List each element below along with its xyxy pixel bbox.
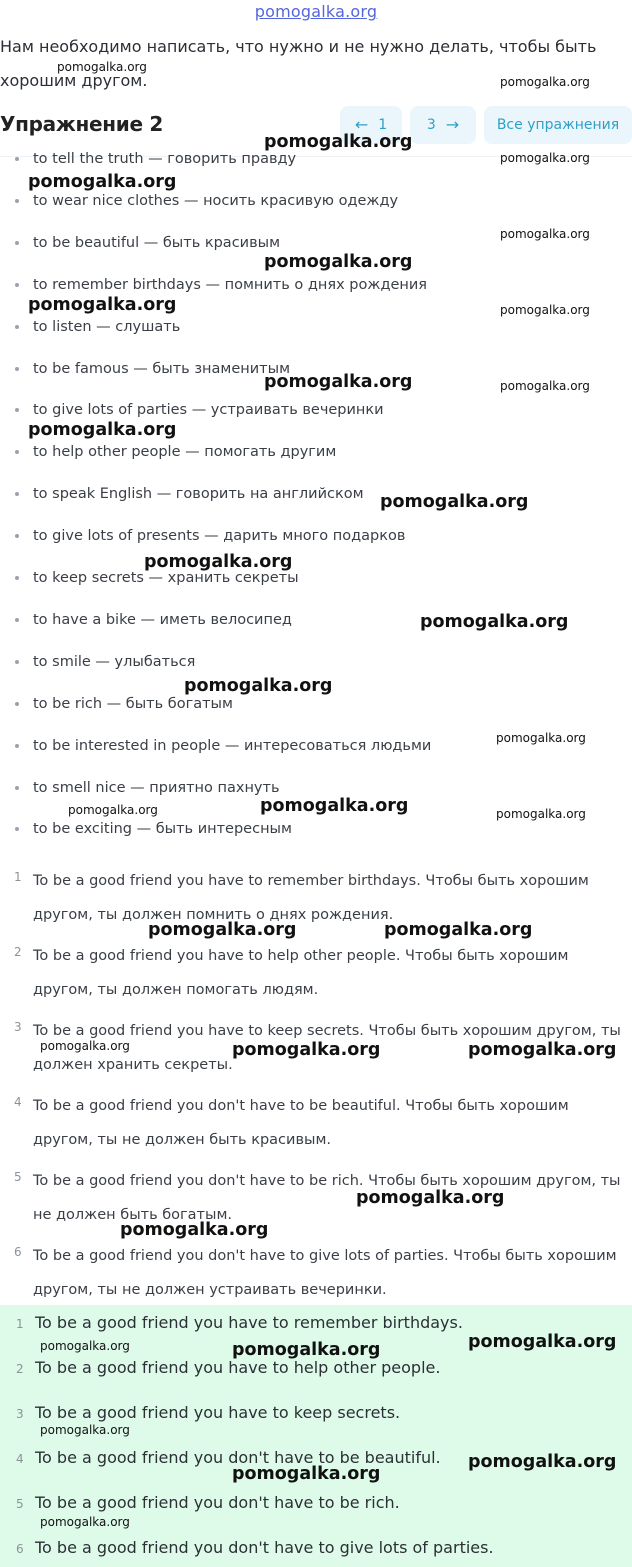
- prev-exercise-label: 1: [378, 117, 388, 133]
- vocab-item-text: to remember birthdays — помнить о днях рождения: [33, 276, 428, 293]
- next-exercise-button[interactable]: [410, 106, 476, 144]
- sentence-text: To be a good friend you don't have to be rich. Чтобы быть хорошим другом, ты не должен быть богатым.: [33, 1173, 621, 1223]
- vocab-item-text: to help other people — помогать другим: [33, 444, 337, 461]
- vocab-item-text: to keep secrets — хранить секреты: [33, 570, 299, 586]
- watermark: pomogalka.org: [500, 227, 590, 241]
- sentence-text: To be a good friend you don't have to give lots of parties. Чтобы быть хорошим другом, ты не должен устраивать вечеринки.: [33, 1248, 617, 1298]
- watermark: pomogalka.org: [468, 1332, 617, 1352]
- answer-text: To be a good friend you don't have to be beautiful.: [35, 1448, 441, 1467]
- sentence-text: To be a good friend you have to keep secrets. Чтобы быть хорошим другом, ты должен хранить секреты.: [33, 1023, 621, 1073]
- watermark: pomogalka.org: [380, 492, 529, 512]
- watermark: pomogalka.org: [148, 920, 297, 940]
- bullet-icon: [15, 367, 19, 371]
- watermark: pomogalka.org: [496, 731, 586, 745]
- bullet-icon: [15, 408, 19, 412]
- watermark: pomogalka.org: [264, 252, 413, 272]
- answer-number: 3: [16, 1407, 24, 1421]
- bullet-icon: [15, 283, 19, 287]
- watermark: pomogalka.org: [28, 420, 177, 440]
- bullet-icon: [15, 576, 19, 580]
- vocab-item: [0, 525, 632, 549]
- bullet-icon: [15, 786, 19, 790]
- watermark: pomogalka.org: [500, 303, 590, 317]
- answer-number: 4: [16, 1452, 24, 1466]
- site-watermark-top[interactable]: pomogalka.org: [254, 2, 378, 21]
- answer-text: To be a good friend you don't have to give lots of parties.: [35, 1538, 494, 1557]
- answer-number: 6: [16, 1542, 24, 1556]
- watermark: pomogalka.org: [28, 295, 177, 315]
- watermark: pomogalka.org: [232, 1340, 381, 1360]
- vocab-item-text: to tell the truth — говорить правду: [33, 151, 297, 167]
- answer-item: [0, 1534, 632, 1564]
- vocab-item-text: to be interested in people — интересоваться людьми: [33, 737, 432, 754]
- vocab-item-text: to wear nice clothes — носить красивую одежду: [33, 192, 399, 209]
- watermark: pomogalka.org: [468, 1040, 617, 1060]
- vocab-item-text: to give lots of parties — устраивать вечеринки: [33, 402, 384, 419]
- bullet-icon: [15, 450, 19, 454]
- watermark: pomogalka.org: [184, 676, 333, 696]
- watermark: pomogalka.org: [500, 75, 590, 89]
- vocab-item-text: to give lots of presents — дарить много подарков: [33, 528, 406, 545]
- watermark: pomogalka.org: [232, 1464, 381, 1484]
- watermark: pomogalka.org: [260, 796, 409, 816]
- vocab-item: [0, 818, 632, 842]
- bullet-icon: [15, 199, 19, 203]
- sentence-number: 5: [14, 1170, 22, 1184]
- arrow-left-icon: ←: [354, 115, 369, 134]
- bullet-icon: [15, 827, 19, 831]
- vocab-item: [0, 316, 632, 340]
- watermark: pomogalka.org: [356, 1188, 505, 1208]
- vocab-item: [0, 651, 632, 675]
- sentence-number: 6: [14, 1245, 22, 1259]
- bullet-icon: [15, 534, 19, 538]
- answer-text: To be a good friend you have to help other people.: [35, 1358, 441, 1377]
- watermark: pomogalka.org: [28, 172, 177, 192]
- watermark: pomogalka.org: [264, 372, 413, 392]
- vocab-item: [0, 190, 632, 214]
- watermark: pomogalka.org: [384, 920, 533, 940]
- watermark: pomogalka.org: [40, 1039, 130, 1053]
- answer-text: To be a good friend you have to keep secrets.: [35, 1403, 401, 1422]
- watermark: pomogalka.org: [468, 1452, 617, 1472]
- answer-text: To be a good friend you have to remember birthdays.: [35, 1313, 463, 1332]
- watermark: pomogalka.org: [420, 612, 569, 632]
- vocab-item-text: to be famous — быть знаменитым: [33, 360, 291, 377]
- watermark: pomogalka.org: [68, 803, 158, 817]
- watermark: pomogalka.org: [500, 151, 590, 165]
- answer-number: 2: [16, 1362, 24, 1376]
- answer-text: To be a good friend you don't have to be rich.: [35, 1493, 400, 1512]
- bullet-icon: [15, 492, 19, 496]
- watermark: pomogalka.org: [40, 1423, 130, 1437]
- next-exercise-label: 3: [426, 117, 436, 133]
- bullet-icon: [15, 241, 19, 245]
- vocab-item: [0, 483, 632, 507]
- sentence-number: 4: [14, 1095, 22, 1109]
- watermark: pomogalka.org: [144, 552, 293, 572]
- bullet-icon: [15, 618, 19, 622]
- vocab-item-text: to be rich — быть богатым: [33, 695, 233, 712]
- bullet-icon: [15, 325, 19, 329]
- watermark: pomogalka.org: [496, 807, 586, 821]
- sentence-number: 1: [14, 870, 22, 884]
- all-exercises-button[interactable]: Все упражнения: [484, 106, 632, 144]
- vocab-item-text: to have a bike — иметь велосипед: [33, 611, 292, 628]
- vocab-item-text: to smile — улыбаться: [33, 653, 196, 670]
- vocab-item-text: to speak English — говорить на английском: [33, 486, 364, 503]
- vocab-item: [0, 693, 632, 717]
- answer-number: 1: [16, 1317, 24, 1331]
- watermark: pomogalka.org: [232, 1040, 381, 1060]
- bullet-icon: [15, 702, 19, 706]
- watermark: pomogalka.org: [264, 132, 413, 152]
- watermark: pomogalka.org: [40, 1339, 130, 1353]
- watermark: pomogalka.org: [40, 1515, 130, 1529]
- vocab-item: [0, 567, 632, 591]
- sentence-number: 2: [14, 945, 22, 959]
- vocab-item: [0, 441, 632, 465]
- bullet-icon: [15, 744, 19, 748]
- watermark: pomogalka.org: [500, 379, 590, 393]
- watermark: pomogalka.org: [57, 60, 147, 74]
- answer-number: 5: [16, 1497, 24, 1511]
- page-title: Упражнение 2: [0, 112, 164, 136]
- intro-text: Нам необходимо написать, что нужно и не нужно делать, чтобы быть хорошим другом.: [0, 37, 597, 90]
- vocab-item-text: to listen — слушать: [33, 318, 181, 335]
- bullet-icon: [15, 660, 19, 664]
- sentence-text: To be a good friend you have to remember birthdays. Чтобы быть хорошим другом, ты должен помнить о днях рождения.: [33, 873, 589, 923]
- sentence-number: 3: [14, 1020, 22, 1034]
- vocab-item-text: to smell nice — приятно пахнуть: [33, 779, 280, 796]
- vocab-item-text: to be exciting — быть интересным: [33, 821, 292, 838]
- sentence-text: To be a good friend you have to help other people. Чтобы быть хорошим другом, ты должен помогать людям.: [33, 948, 569, 998]
- sentence-text: To be a good friend you don't have to be beautiful. Чтобы быть хорошим другом, ты не должен быть красивым.: [33, 1098, 569, 1148]
- vocab-item-text: to be beautiful — быть красивым: [33, 234, 281, 251]
- bullet-icon: [15, 157, 19, 161]
- arrow-right-icon: →: [445, 115, 460, 134]
- watermark: pomogalka.org: [120, 1220, 269, 1240]
